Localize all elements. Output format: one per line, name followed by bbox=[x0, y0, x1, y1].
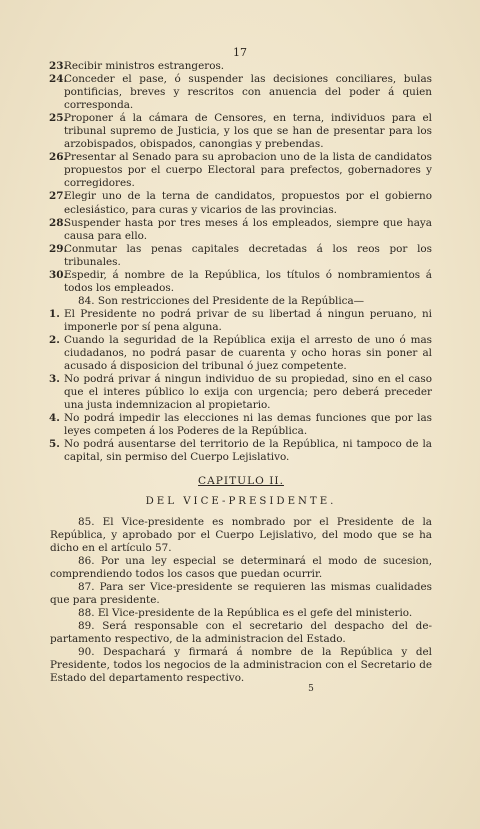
list-item bbox=[50, 269, 432, 295]
list-item bbox=[50, 412, 432, 438]
list-item bbox=[50, 334, 432, 373]
article-paragraph: 85. El Vice-presidente es nombrado por el Presidente de la República, y aprobado por el Cuerpo Lejislativo, del modo que se ha dicho en el artículo 57. bbox=[50, 515, 432, 554]
list-item bbox=[50, 112, 432, 151]
item-number: 24. bbox=[49, 73, 68, 86]
item-text: Conmutar las penas capitales decretadas á los reos por los tribunales. bbox=[64, 242, 432, 268]
item-number: 30. bbox=[49, 268, 68, 281]
list-item bbox=[50, 438, 432, 464]
page-number: 17 bbox=[233, 46, 247, 59]
item-text: Cuando la seguridad de la República exija el arresto de uno ó mas ciudadanos, no podrá pasar de cuarenta y ocho horas sin poner al acusado á disposicion del tribunal ó juez competente. bbox=[64, 333, 432, 373]
article-84: 84. Son restricciones del Presidente de la República— bbox=[78, 294, 365, 307]
list-item bbox=[50, 217, 432, 243]
list-item bbox=[50, 243, 432, 269]
item-text: No podrá impedir las elecciones ni las demas funciones que por las leyes competen á los Poderes de la República. bbox=[64, 412, 432, 438]
article-paragraph: 89. Será responsable con el secretario del despacho del departamento respectivo, de la administracion del Estado. bbox=[50, 619, 432, 645]
signature-mark: 5 bbox=[308, 684, 314, 695]
item-text: Recibir ministros estrangeros. bbox=[64, 60, 225, 72]
item-text: Presentar al Senado para su aprobacion uno de la lista de candidatos propuestos por el cuerpo Electoral para prefectos, gobernadores y corregidores. bbox=[64, 151, 432, 190]
item-text: Espedir, á nombre de la República, los títulos ó nombramientos á todos los empleados. bbox=[64, 268, 432, 294]
item-number: 1. bbox=[49, 307, 60, 320]
item-text: Proponer á la cámara de Censores, en terna, individuos para el tribunal supremo de Justicia, y los que se han de presentar para los arzobispados, obispados, canongias y prebendas. bbox=[64, 112, 432, 151]
document-body bbox=[50, 60, 432, 696]
list-item bbox=[50, 73, 432, 112]
restrictions-list bbox=[50, 308, 432, 465]
item-number: 23. bbox=[49, 60, 68, 72]
article-paragraph: 87. Para ser Vice-presidente se requieren las mismas cualidades que para presidente. bbox=[50, 580, 432, 606]
list-item bbox=[50, 190, 432, 216]
item-text: Elegir uno de la terna de candidatos, propuestos por el gobierno eclesiástico, para curas y vicarios de las provincias. bbox=[64, 190, 432, 216]
item-number: 25. bbox=[49, 112, 68, 125]
chapter-heading: CAPITULO II. bbox=[198, 475, 284, 488]
list-item bbox=[50, 151, 432, 190]
list-item bbox=[50, 308, 432, 334]
list-item bbox=[50, 60, 432, 73]
chapter-title: DEL VICE-PRESIDENTE. bbox=[145, 495, 337, 507]
item-number: 5. bbox=[49, 438, 60, 451]
item-number: 29. bbox=[49, 242, 68, 255]
item-number: 26. bbox=[49, 151, 68, 164]
item-number: 4. bbox=[49, 412, 60, 425]
item-number: 3. bbox=[49, 373, 60, 386]
list-item bbox=[50, 373, 432, 412]
item-text: No podrá privar á ningun individuo de su propiedad, sino en el caso que el interes público lo exija con urgencia; pero deberá preceder una justa indemnizacion al propietario. bbox=[64, 373, 432, 412]
item-number: 28. bbox=[49, 216, 68, 229]
item-text: Conceder el pase, ó suspender las decisiones conciliares, bulas pontificias, breves y rescritos con anuencia del poder á quien corresponda. bbox=[64, 73, 432, 112]
item-text: Suspender hasta por tres meses á los empleados, siempre que haya causa para ello. bbox=[64, 216, 432, 242]
item-number: 2. bbox=[49, 333, 60, 346]
item-number: 27. bbox=[49, 190, 68, 203]
article-paragraph: 88. El Vice-presidente de la República es el gefe del ministerio. bbox=[78, 606, 413, 619]
article-paragraph: 90. Despachará y firmará á nombre de la República y del Presidente, todos los negocios de la administracion con el Secretario de Estado del departamento respectivo. bbox=[50, 646, 432, 685]
item-text: El Presidente no podrá privar de su libertad á ningun peruano, ni imponerle por sí pena alguna. bbox=[64, 307, 432, 333]
attributions-list bbox=[50, 60, 432, 295]
vice-president-articles bbox=[50, 516, 432, 686]
article-paragraph: 86. Por una ley especial se determinará el modo de sucesion, comprendiendo todos los casos que puedan ocurrir. bbox=[50, 554, 432, 580]
item-text: No podrá ausentarse del territorio de la República, ni tampoco de la capital, sin permiso del Cuerpo Lejislativo. bbox=[64, 438, 432, 464]
